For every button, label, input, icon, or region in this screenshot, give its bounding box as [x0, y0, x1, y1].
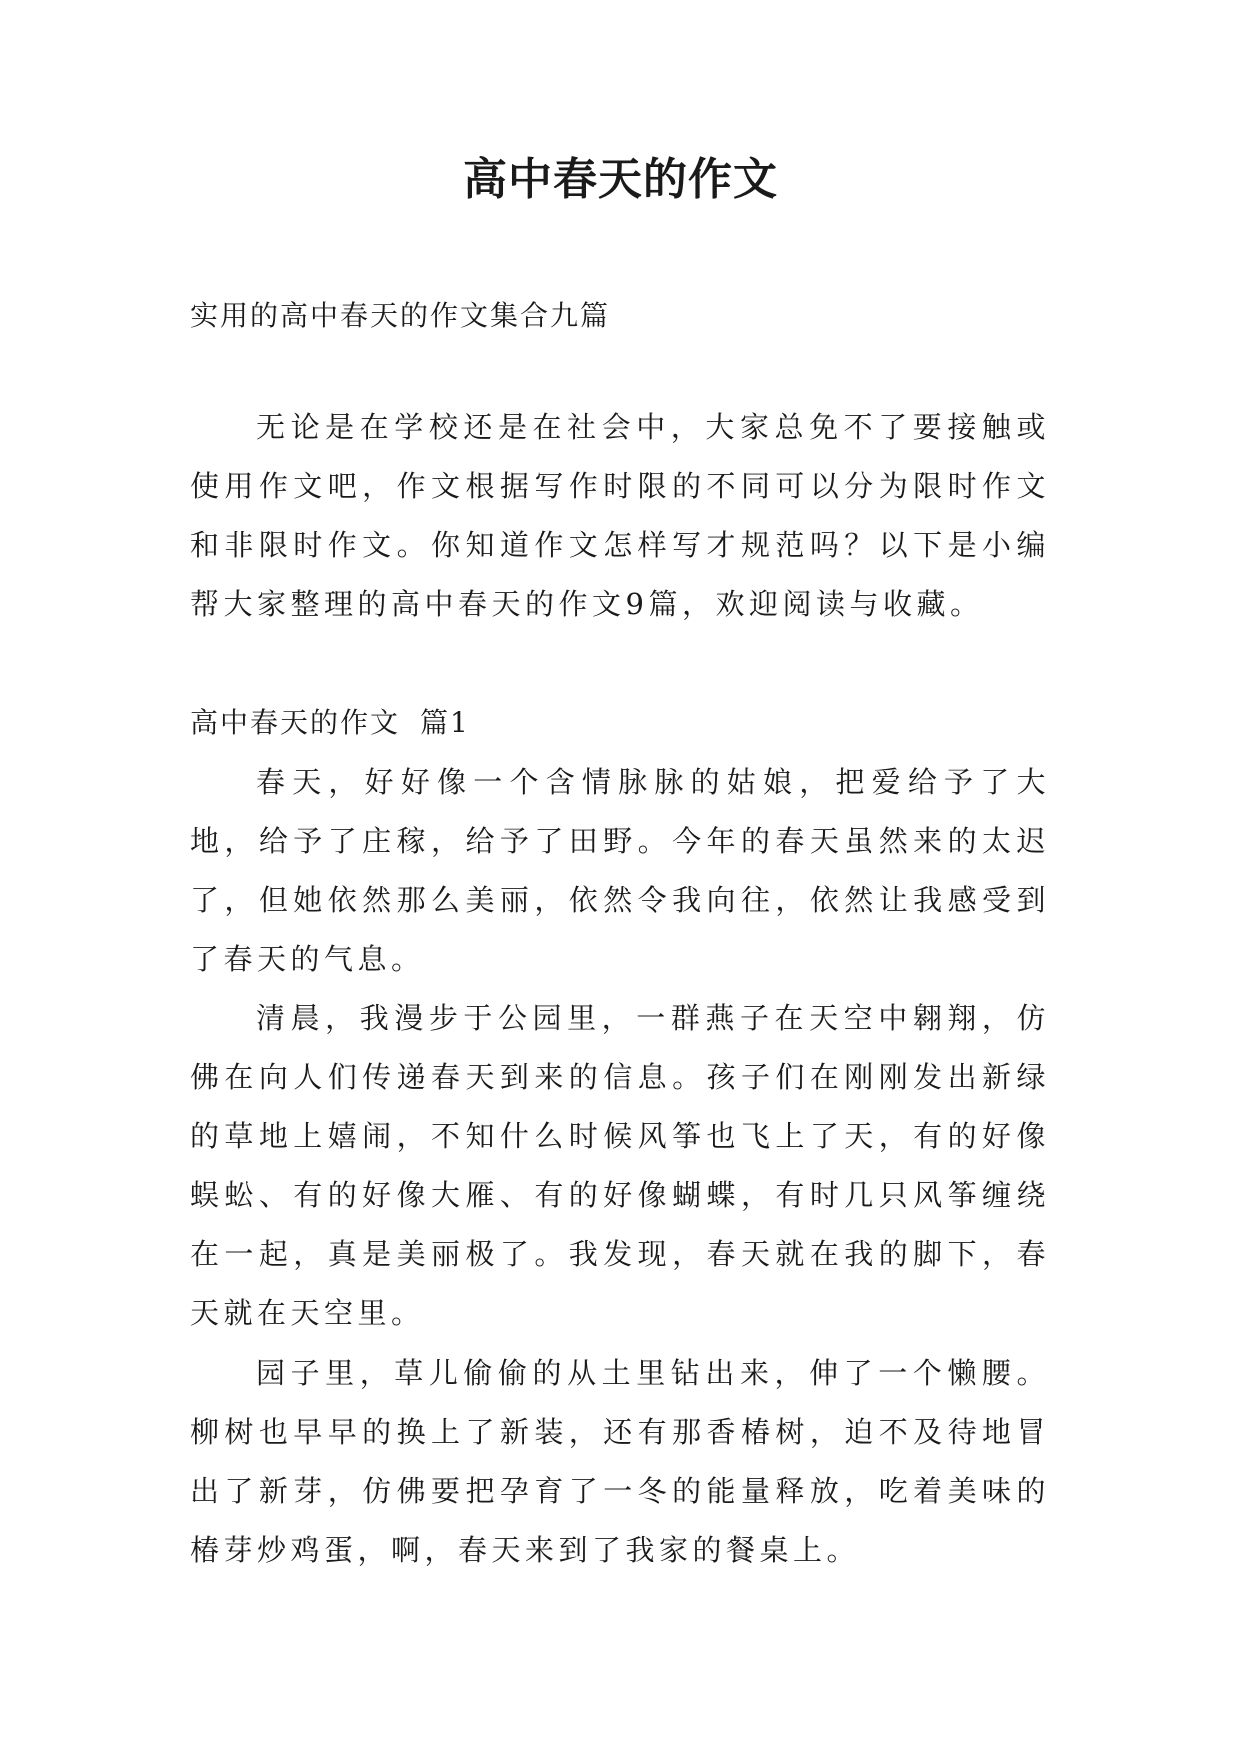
document-subtitle: 实用的高中春天的作文集合九篇 [190, 299, 611, 332]
section-heading-part: 篇1 [420, 706, 470, 739]
body-paragraph-3: 园子里，草儿偷偷的从土里钻出来，伸了一个懒腰。柳树也早早的换上了新装，还有那香椿树，迫不及待地冒出了新芽，仿佛要把孕育了一冬的能量释放，吃着美味的椿芽炒鸡蛋，啊，春天来到了我家的餐桌上。 [190, 1356, 1050, 1567]
intro-paragraph: 无论是在学校还是在社会中，大家总免不了要接触或使用作文吧，作文根据写作时限的不同可以分为限时作文和非限时作文。你知道作文怎样写才规范吗？以下是小编帮大家整理的高中春天的作文9篇，欢迎阅读与收藏。 [190, 410, 1050, 621]
document-title: 高中春天的作文 [463, 154, 778, 205]
body-paragraph-1: 春天，好好像一个含情脉脉的姑娘，把爱给予了大地，给予了庄稼，给予了田野。今年的春天虽然来的太迟了，但她依然那么美丽，依然令我向往，依然让我感受到了春天的气息。 [190, 765, 1050, 976]
body-paragraph-2: 清晨，我漫步于公园里，一群燕子在天空中翱翔，仿佛在向人们传递春天到来的信息。孩子们在刚刚发出新绿的草地上嬉闹，不知什么时候风筝也飞上了天，有的好像蜈蚣、有的好像大雁、有的好像蝴蝶，有时几只风筝缠绕在一起，真是美丽极了。我发现，春天就在我的脚下，春天就在天空里。 [190, 1001, 1050, 1330]
section-heading-title: 高中春天的作文 [190, 706, 401, 739]
section-heading [190, 693, 470, 753]
